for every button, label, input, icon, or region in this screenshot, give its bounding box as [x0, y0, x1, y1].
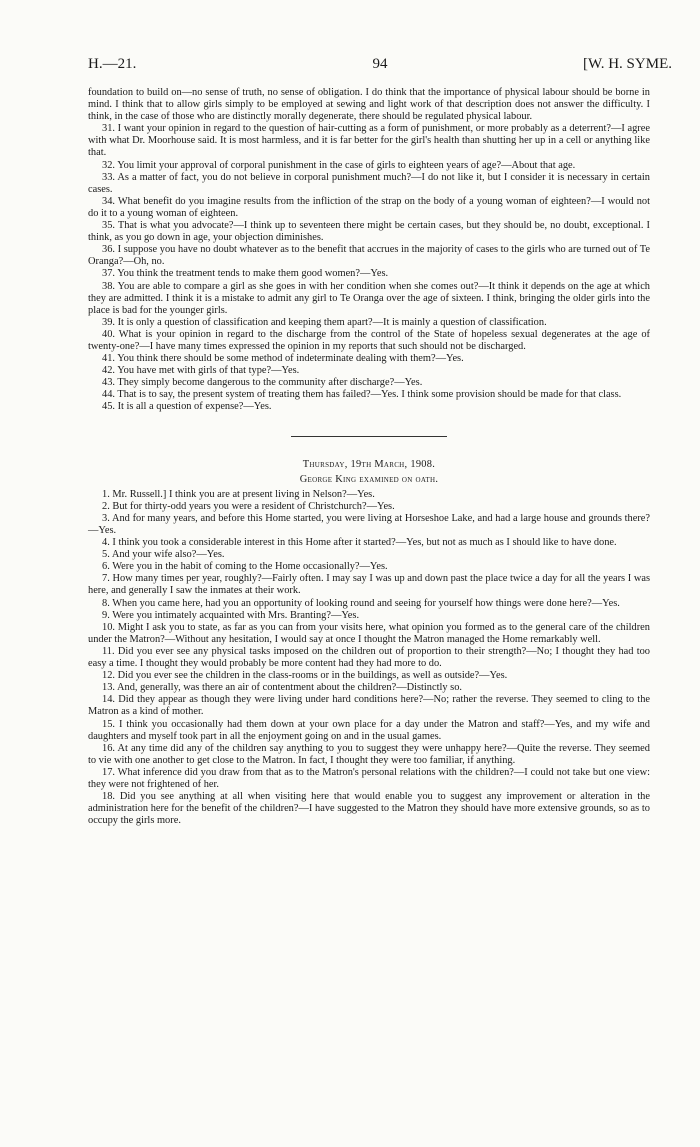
paragraph: 4. I think you took a considerable interest in this Home after it started?—Yes, but not as much as I should like to have done.	[102, 537, 617, 549]
paragraph: 13. And, generally, was there an air of contentment about the children?—Distinctly so.	[102, 682, 463, 694]
paragraph: 2. But for thirty-odd years you were a resident of Christchurch?—Yes.	[102, 500, 395, 512]
paragraph: 39. It is only a question of classification and keeping them apart?—It is mainly a question of classification.	[102, 316, 547, 328]
paragraph: 18. Did you see anything at all when visiting here that would enable you to suggest any improvement or alteration in the administration here for the benefit of the children?—I have suggested to the Matron they should have more extensive grounds, so as to occupy the girls more.	[88, 791, 650, 827]
testimony-section-2	[88, 489, 650, 828]
paragraph: 41. You think there should be some method of indeterminate dealing with them?—Yes.	[102, 353, 464, 365]
hearing-date: Thursday, 19th March, 1908.	[302, 458, 436, 470]
paragraph: 42. You have met with girls of that type?—Yes.	[102, 365, 300, 377]
paragraph: 12. Did you ever see the children in the class-rooms or in the buildings, as well as outside?—Yes.	[102, 670, 508, 682]
paragraph: 43. They simply become dangerous to the community after discharge?—Yes.	[102, 377, 423, 389]
paragraph: 10. Might I ask you to state, as far as you can from your visits here, what opinion you formed as to the general care of the children under the Matron?—Without any hesitation, I would say at once I thought the Matron managed the Home remarkably well.	[88, 621, 650, 645]
paragraph: 36. I suppose you have no doubt whatever as to the benefit that accrues in the majority of cases to the girls who are turned out of Te Oranga?—Oh, no.	[88, 244, 650, 268]
paragraph: foundation to build on—no sense of truth, no sense of obligation. I do think that the importance of physical labour should be borne in mind. I think that to allow girls simply to be employed at sewing and light work of that description does not answer the difficulty. I think, in the case of those who are distinctly morally degenerate, there should be regulated physical labour.	[88, 87, 650, 123]
section-divider	[291, 436, 447, 437]
paragraph: 38. You are able to compare a girl as she goes in with her condition when she comes out?—It think it depends on the age at which they are admitted. I think it is a mistake to admit any girl to Te Oranga over the age of sixteen. I think, bringing the older girls into the place is bad for the younger girls.	[88, 280, 650, 316]
paragraph: 6. Were you in the habit of coming to the Home occasionally?—Yes.	[102, 561, 388, 573]
page-body	[88, 87, 650, 827]
paragraph: 14. Did they appear as though they were living under hard conditions here?—No; rather the reverse. They seemed to cling to the Matron as a kind of mother.	[88, 694, 650, 718]
paragraph: 44. That is to say, the present system of treating them has failed?—Yes. I think some provision should be made for that class.	[102, 389, 622, 401]
paragraph: 31. I want your opinion in regard to the question of hair-cutting as a form of punishment, or more probably as a deterrent?—I agree with what Dr. Moorhouse said. It is most harmless, and it is far better for the girl's health than shutting her up in a cell or anything like that.	[88, 123, 650, 159]
report-reference: H.—21.	[88, 56, 137, 72]
paragraph: 45. It is all a question of expense?—Yes.	[102, 401, 272, 413]
paragraph: 16. At any time did any of the children say anything to you to suggest they were unhappy here?—Quite the reverse. They seemed to vie with one another to get close to the Matron. In fact, I thought they were too familiar, if anything.	[88, 742, 650, 766]
paragraph: 3. And for many years, and before this Home started, you were living at Horseshoe Lake, and had a large house and grounds there?—Yes.	[88, 512, 650, 536]
paragraph: 1. Mr. Russell.] I think you are at present living in Nelson?—Yes.	[102, 488, 375, 500]
paragraph: 37. You think the treatment tends to make them good women?—Yes.	[102, 268, 389, 280]
paragraph: 32. You limit your approval of corporal punishment in the case of girls to eighteen years of age?—About that age.	[102, 159, 576, 171]
paragraph: 9. Were you intimately acquainted with Mrs. Branting?—Yes.	[102, 609, 360, 621]
paragraph: 40. What is your opinion in regard to the discharge from the control of the State of hopeless sexual degenerates at the age of twenty-one?—I have many times expressed the opinion in my reports that such should not be discharged.	[88, 328, 650, 352]
paragraph: 17. What inference did you draw from that as to the Matron's personal relations with the children?—I could not take but one view: they were not frightened of her.	[88, 766, 650, 790]
witness-heading: George King examined on oath.	[299, 473, 439, 485]
paragraph: 15. I think you occasionally had them down at your own place for a day under the Matron and staff?—Yes, and my wife and daughters and myself took part in all the enjoyment going on and in the usual games.	[88, 718, 650, 742]
testimony-section-1	[88, 87, 650, 414]
paragraph: 8. When you came here, had you an opportunity of looking round and seeing for yourself how things were done here?—Yes.	[102, 597, 620, 609]
page-number: 94	[372, 56, 388, 72]
page-header	[88, 56, 672, 80]
witness-reference: [W. H. SYME.	[582, 56, 672, 72]
paragraph: 5. And your wife also?—Yes.	[102, 549, 225, 561]
paragraph: 35. That is what you advocate?—I think up to seventeen there might be certain cases, but they should be, no doubt, exceptional. I think, as you go down in age, your objection diminishes.	[88, 220, 650, 244]
paragraph: 7. How many times per year, roughly?—Fairly often. I may say I was up and down past the place twice a day for all the years I was here, and generally I saw the inmates at their work.	[88, 573, 650, 597]
paragraph: 34. What benefit do you imagine results from the infliction of the strap on the body of a young woman of eighteen?—I would not do it to a young woman of eighteen.	[88, 195, 650, 219]
paragraph: 33. As a matter of fact, you do not believe in corporal punishment much?—I do not like it, but I consider it is necessary in certain cases.	[88, 171, 650, 195]
paragraph: 11. Did you ever see any physical tasks imposed on the children out of proportion to their strength?—No; I thought they had too easy a time. I thought they would probably be more content had they had more to do.	[88, 645, 650, 670]
